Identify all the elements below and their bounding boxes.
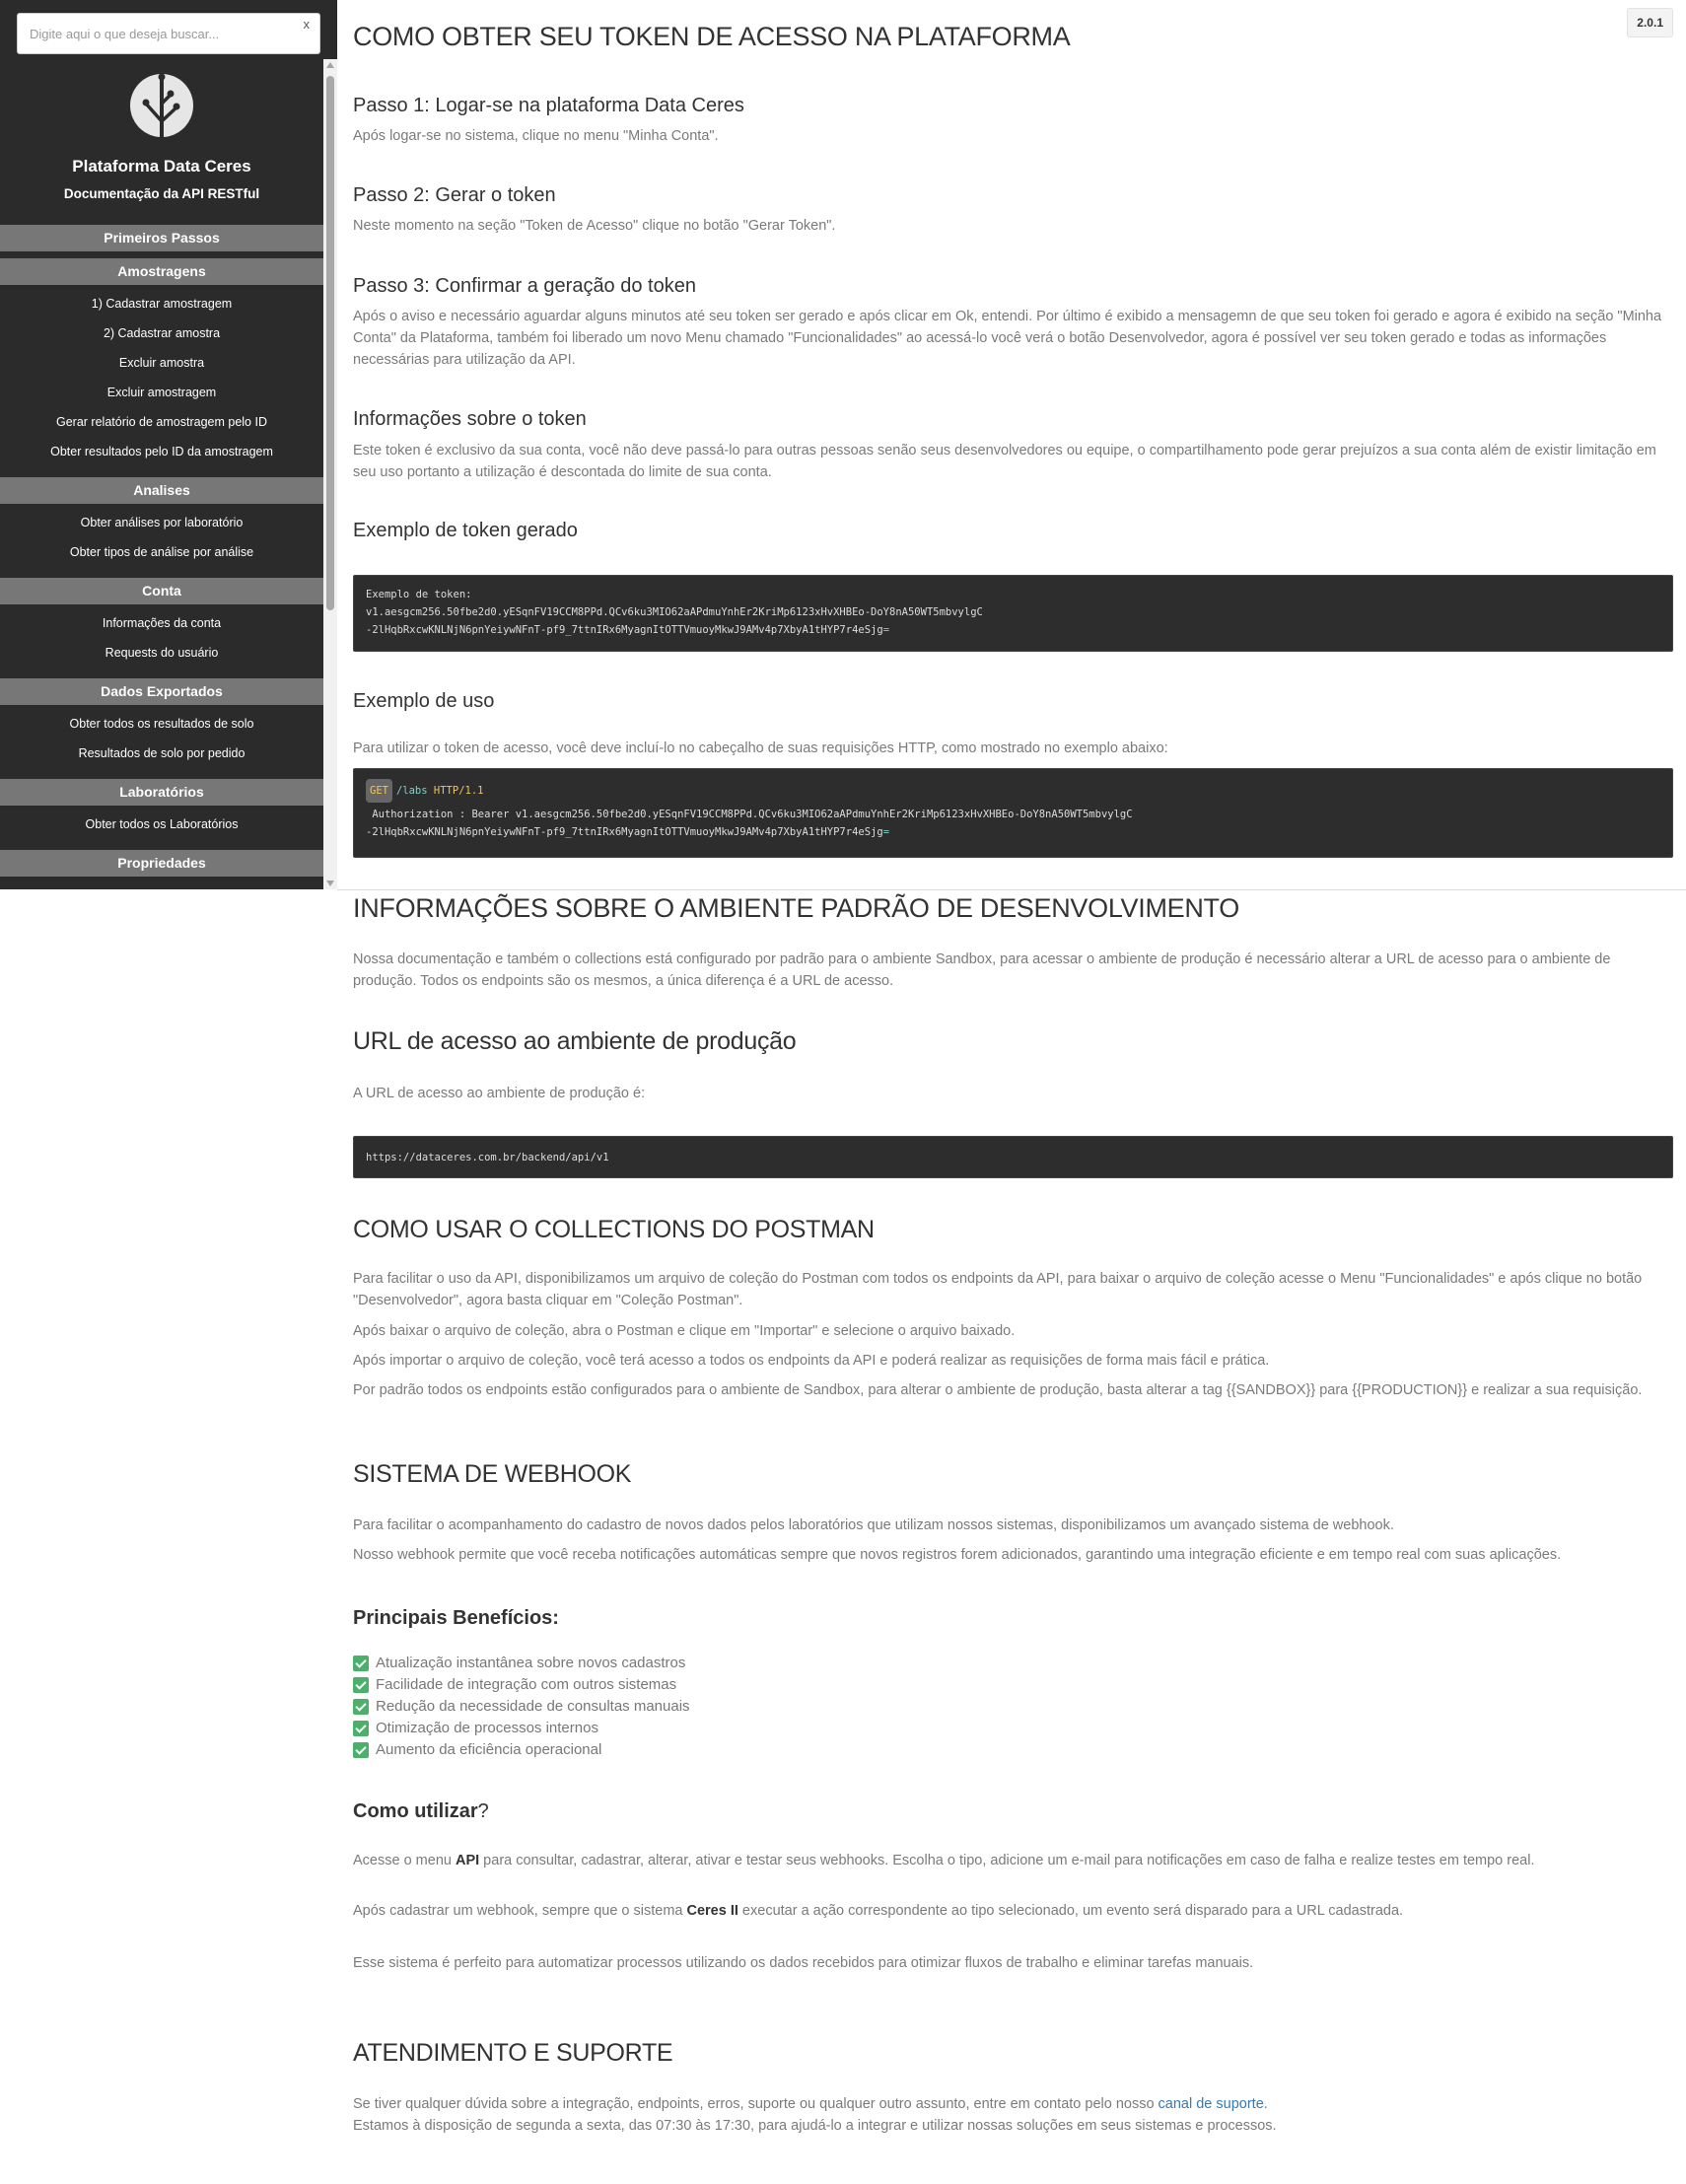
scrollbar-thumb[interactable]: [326, 76, 334, 610]
step3-title: Passo 3: Confirmar a geração do token: [353, 275, 696, 297]
postman-section-title: COMO USAR O COLLECTIONS DO POSTMAN: [353, 1216, 875, 1243]
nav-item-gerar-relatorio[interactable]: Gerar relatório de amostragem pelo ID: [56, 415, 267, 429]
checkmark-icon: [353, 1677, 369, 1693]
nav-item-tipos-analise[interactable]: Obter tipos de análise por análise: [69, 545, 254, 559]
usage-example-title: Exemplo de uso: [353, 690, 495, 712]
section-divider: [337, 889, 1686, 890]
checkmark-icon: [353, 1699, 369, 1715]
howto-text-3: Esse sistema é perfeito para automatizar processos utilizando os dados recebidos para otimizar fluxos de trabalho e eliminar tarefas manuais.: [353, 1955, 1254, 1971]
howto-title: Como utilizar?: [353, 1800, 489, 1822]
nav-item-cadastrar-amostra[interactable]: 2) Cadastrar amostra: [103, 326, 221, 340]
list-item: Otimização de processos internos: [353, 1718, 690, 1739]
prod-url-text: A URL de acesso ao ambiente de produção é:: [353, 1086, 646, 1101]
sidebar: [0, 0, 337, 889]
env-section-text: Nossa documentação e também o collections está configurado por padrão para o ambiente Sandbox, para acessar o ambiente de produção é necessário alterar a URL de acesso para o ambiente de produção. Todos os endpoints são os mesmos, a única diferença é a URL de acesso.: [353, 951, 1611, 989]
nav-item-todos-laboratorios[interactable]: Obter todos os Laboratórios: [85, 817, 239, 831]
request-path: /labs: [395, 785, 428, 797]
support-text-2: Estamos à disposição de segunda a sexta, das 07:30 às 17:30, para ajudá-lo a integrar e utilizar nossas soluções em seus sistemas e processos.: [353, 2118, 1277, 2134]
brand-title: Plataforma Data Ceres: [72, 157, 251, 176]
token-example-title: Exemplo de token gerado: [353, 520, 578, 541]
step3-text: Após o aviso e necessário aguardar alguns minutos até seu token ser gerado e após clicar em Ok, entendi. Por último é exibido a mensagemn de que seu token foi gerado e agora é exibido na seção "Minha Conta" da Plataforma, também foi liberado um novo Menu chamado "Funcionalidades" ao acessá-lo você verá o botão Desenvolvedor, agora é possível ver seu token gerado e todas as informações necessárias para utilização da API.: [353, 309, 1662, 368]
token-info-title: Informações sobre o token: [353, 408, 587, 430]
nav-section-propriedades[interactable]: Propriedades: [0, 850, 323, 877]
webhook-text-1: Para facilitar o acompanhamento do cadastro de novos dados pelos laboratórios que utilizam nossos sistemas, disponibilizamos um avançado sistema de webhook.: [353, 1517, 1394, 1533]
request-line: [366, 779, 1660, 803]
scroll-up-arrow-icon[interactable]: [326, 62, 334, 68]
nav-item-cadastrar-amostragem[interactable]: 1) Cadastrar amostragem: [91, 297, 233, 311]
howto-text-2: Após cadastrar um webhook, sempre que o sistema Ceres II executar a ação correspondente ao tipo selecionado, um evento será disparado para a URL cadastrada.: [353, 1903, 1404, 1919]
nav-section-primeiros-passos[interactable]: Primeiros Passos: [0, 225, 323, 251]
http-method-badge: GET: [366, 779, 392, 803]
nav-section-laboratorios[interactable]: Laboratórios: [0, 779, 323, 806]
list-item: Facilidade de integração com outros sistemas: [353, 1674, 690, 1696]
nav-item-resultados-pedido[interactable]: Resultados de solo por pedido: [78, 746, 246, 760]
nav-section-dados-exportados[interactable]: Dados Exportados: [0, 678, 323, 705]
support-channel-link[interactable]: canal de suporte: [1158, 2096, 1264, 2112]
postman-text-1: Para facilitar o uso da API, disponibilizamos um arquivo de coleção do Postman com todos os endpoints da API, para baixar o arquivo de coleção acesse o Menu "Funcionalidades" e após clique no botão "Desenvolvedor", agora basta cliquar em "Coleção Postman".: [353, 1271, 1643, 1308]
search-input[interactable]: [18, 14, 319, 53]
nav-item-requests-usuario[interactable]: Requests do usuário: [105, 646, 219, 660]
step2-text: Neste momento na seção "Token de Acesso" clique no botão "Gerar Token".: [353, 218, 836, 234]
auth-header-line: -2lHqbRxcwKNLNjN6pnYeiywNFnT-pf9_7ttnIRx6MyagnItOTTVmuoyMkwJ9AMv4p7XbyA1tHYP7r4eSjg=: [366, 826, 890, 838]
sidebar-scroll-area: [0, 59, 337, 889]
tree-branch-icon: [130, 74, 193, 137]
checkmark-icon: [353, 1721, 369, 1736]
list-item: Aumento da eficiência operacional: [353, 1739, 690, 1761]
search-box: [17, 13, 320, 54]
support-section-title: ATENDIMENTO E SUPORTE: [353, 2039, 673, 2067]
nav-item-informacoes-conta[interactable]: Informações da conta: [102, 616, 222, 630]
checkmark-icon: [353, 1742, 369, 1758]
brand-subtitle: Documentação da API RESTful: [63, 186, 260, 201]
nav-section-conta[interactable]: Conta: [0, 578, 323, 604]
nav-item-obter-resultados-id[interactable]: Obter resultados pelo ID da amostragem: [50, 445, 273, 458]
token-info-text: Este token é exclusivo da sua conta, você não deve passá-lo para outras pessoas senão seus desenvolvedores ou equipe, o compartilhamento pode gerar prejuízos a sua conta além de existir limitação em seu uso portanto a utilização é descontada do limite de sua conta.: [353, 443, 1656, 480]
usage-example-text: Para utilizar o token de acesso, você deve incluí-lo no cabeçalho de suas requisições HTTP, como mostrado no exemplo abaixo:: [353, 740, 1168, 756]
usage-example-code: [353, 768, 1673, 858]
token-section-title: COMO OBTER SEU TOKEN DE ACESSO NA PLATAFORMA: [353, 22, 1071, 51]
prod-url-title: URL de acesso ao ambiente de produção: [353, 1027, 797, 1055]
env-section-title: INFORMAÇÕES SOBRE O AMBIENTE PADRÃO DE DESENVOLVIMENTO: [353, 893, 1239, 923]
nav-item-excluir-amostra[interactable]: Excluir amostra: [118, 356, 205, 370]
scroll-down-arrow-icon[interactable]: [326, 881, 334, 886]
benefits-title: Principais Benefícios:: [353, 1607, 559, 1629]
code-line: -2lHqbRxcwKNLNjN6pnYeiywNFnT-pf9_7ttnIRx6MyagnItOTTVmuoyMkwJ9AMv4p7XbyA1tHYP7r4eSjg=: [366, 624, 890, 636]
webhook-text-2: Nosso webhook permite que você receba notificações automáticas sempre que novos registros forem adicionados, garantindo uma integração eficiente e em tempo real com suas aplicações.: [353, 1547, 1562, 1563]
step2-title: Passo 2: Gerar o token: [353, 184, 556, 206]
postman-text-2: Após baixar o arquivo de coleção, abra o Postman e clique em "Importar" e selecione o arquivo baixado.: [353, 1323, 1016, 1339]
howto-text-1: Acesse o menu API para consultar, cadastrar, alterar, ativar e testar seus webhooks. Escolha o tipo, adicione um e-mail para notificações em caso de falha e realize testes em tempo real.: [353, 1853, 1535, 1868]
code-line: v1.aesgcm256.50fbe2d0.yESqnFV19CCM8PPd.QCv6ku3MIO62aAPdmuYnhEr2KriMp6123xHvXHBEo-DoY8nA50WT5mbvylgC: [366, 606, 983, 618]
nav-item-analises-laboratorio[interactable]: Obter análises por laboratório: [80, 516, 244, 529]
list-item: Atualização instantânea sobre novos cadastros: [353, 1653, 690, 1674]
code-label: Exemplo de token:: [366, 589, 472, 600]
auth-header-line: Authorization : Bearer v1.aesgcm256.50fbe2d0.yESqnFV19CCM8PPd.QCv6ku3MIO62aAPdmuYnhEr2KriMp6123xHvXHBEo-DoY8nA50WT5mbvylgC: [366, 809, 1133, 820]
prod-url-code: https://dataceres.com.br/backend/api/v1: [353, 1136, 1673, 1178]
step1-title: Passo 1: Logar-se na plataforma Data Ceres: [353, 95, 744, 116]
postman-text-3: Após importar o arquivo de coleção, você terá acesso a todos os endpoints da API e poderá realizar as requisições de forma mais fácil e prática.: [353, 1353, 1270, 1369]
webhook-section-title: SISTEMA DE WEBHOOK: [353, 1460, 632, 1488]
nav-item-resultados-solo[interactable]: Obter todos os resultados de solo: [69, 717, 254, 731]
clear-search-button[interactable]: x: [303, 17, 310, 32]
sidebar-scrollbar[interactable]: [323, 59, 337, 889]
version-badge: 2.0.1: [1627, 8, 1673, 37]
nav-item-excluir-amostragem[interactable]: Excluir amostragem: [106, 386, 217, 399]
http-version: HTTP/1.1: [433, 785, 484, 797]
step1-text: Após logar-se no sistema, clique no menu "Minha Conta".: [353, 128, 719, 144]
postman-text-4: Por padrão todos os endpoints estão configurados para o ambiente de Sandbox, para alterar o ambiente de produção, basta alterar a tag {{SANDBOX}} para {{PRODUCTION}} e realizar a sua requisição.: [353, 1382, 1643, 1398]
support-text-1: Se tiver qualquer dúvida sobre a integração, endpoints, erros, suporte ou qualquer outro assunto, entre em contato pelo nosso canal de suporte.: [353, 2096, 1268, 2112]
token-example-code: [353, 575, 1673, 652]
sidebar-nav: [0, 225, 323, 877]
checkmark-icon: [353, 1656, 369, 1671]
nav-section-analises[interactable]: Analises: [0, 477, 323, 504]
nav-section-amostragens[interactable]: Amostragens: [0, 258, 323, 285]
list-item: Redução da necessidade de consultas manuais: [353, 1696, 690, 1718]
benefits-list: [353, 1653, 690, 1761]
